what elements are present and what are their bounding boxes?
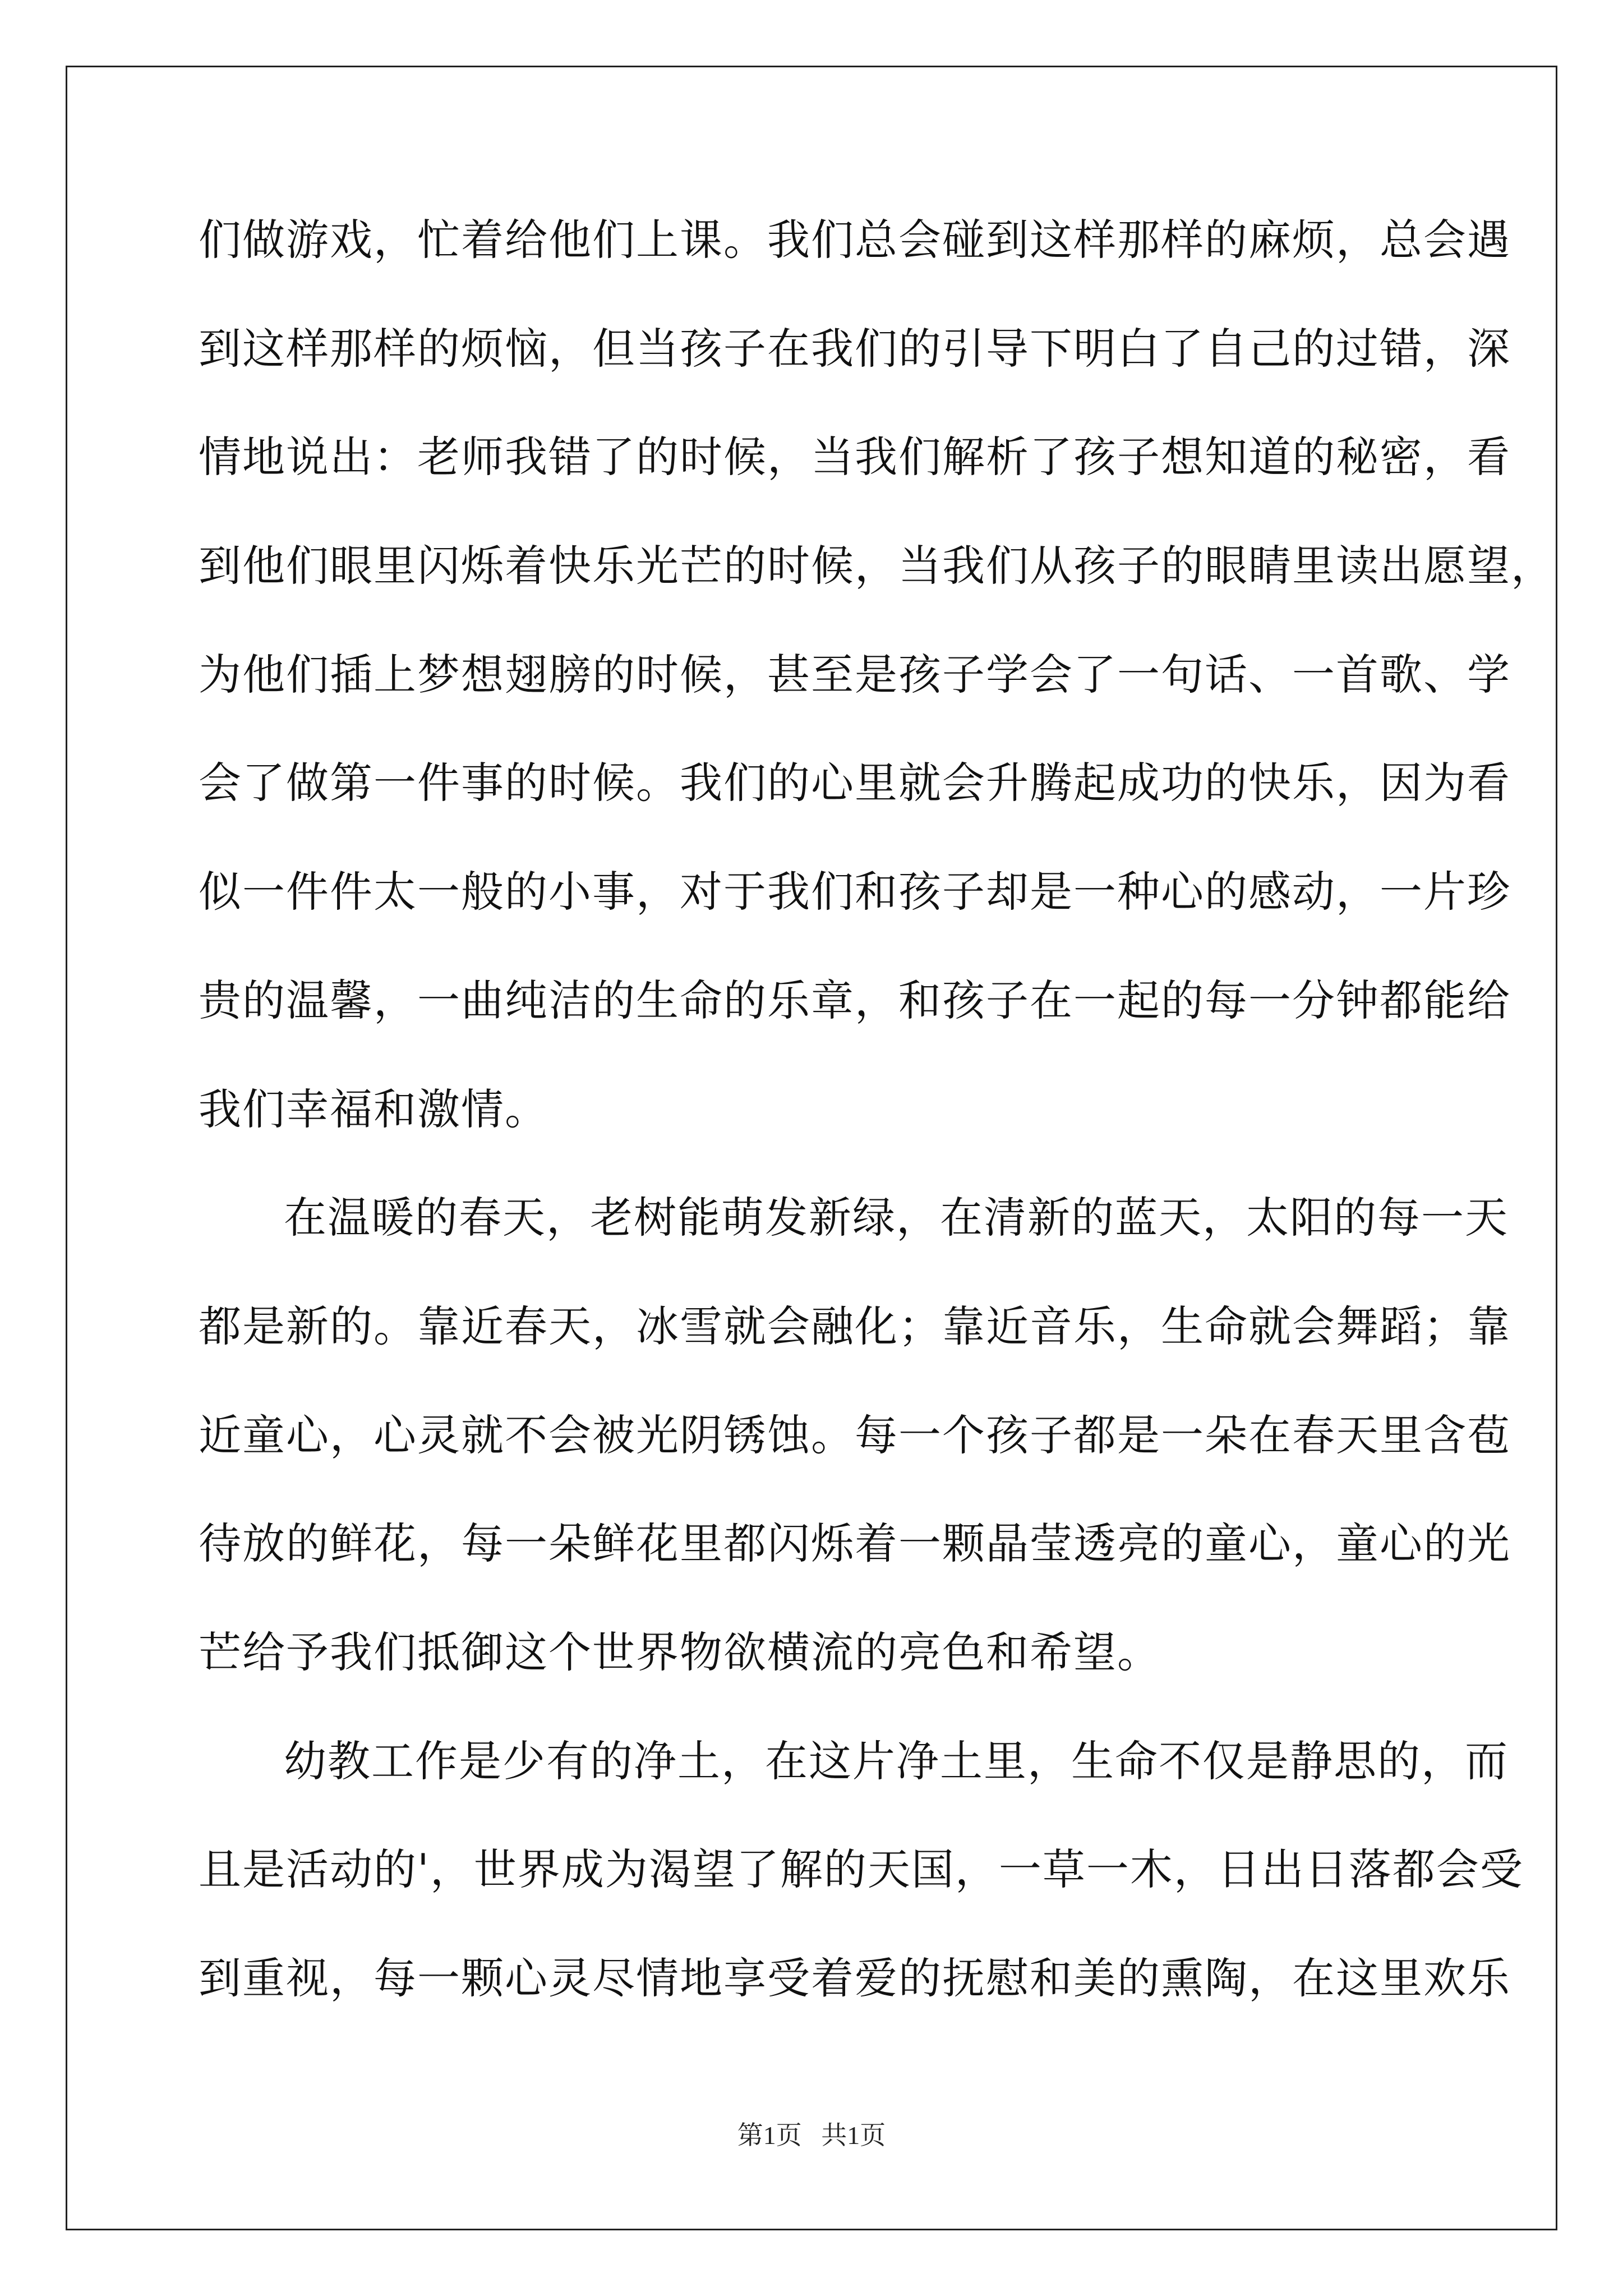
text-line: 似一件件太一般的小事，对于我们和孩子却是一种心的感动，一片珍: [199, 867, 1511, 917]
text-line: 贵的温馨，一曲纯洁的生命的乐章，和孩子在一起的每一分钟都能给: [199, 975, 1511, 1025]
text-line: 会了做第一件事的时候。我们的心里就会升腾起成功的快乐，因为看: [199, 758, 1511, 808]
text-line: 情地说出：老师我错了的时候，当我们解析了孩子想知道的秘密，看: [199, 432, 1511, 482]
document-body: [199, 213, 1555, 2060]
page-number-footer: 第1页 共1页: [737, 2121, 886, 2150]
text-line: 我们幸福和激情。: [199, 1084, 548, 1134]
paragraph-first-line: 在温暖的春天，老树能萌发新绿，在清新的蓝天，太阳的每一天: [284, 1193, 1509, 1243]
text-line: 到这样那样的烦恼，但当孩子在我们的引导下明白了自己的过错，深: [199, 323, 1511, 374]
paragraph-first-line: 幼教工作是少有的净土，在这片净土里，生命不仅是静思的，而: [284, 1736, 1509, 1786]
text-line: 为他们插上梦想翅膀的时候，甚至是孩子学会了一句话、一首歌、学: [199, 649, 1511, 700]
text-line: 且是活动的'，世界成为渴望了解的天国，一草一木，日出日落都会受: [199, 1844, 1524, 1895]
text-line: 到重视，每一颗心灵尽情地享受着爱的抚慰和美的熏陶，在这里欢乐: [199, 1953, 1511, 2003]
text-line: 芒给予我们抵御这个世界物欲横流的亮色和希望。: [199, 1627, 1161, 1677]
text-line: 到他们眼里闪烁着快乐光芒的时候，当我们从孩子的眼睛里读出愿望，: [199, 541, 1555, 591]
text-line: 近童心，心灵就不会被光阴锈蚀。每一个孩子都是一朵在春天里含苞: [199, 1410, 1511, 1460]
text-line: 们做游戏，忙着给他们上课。我们总会碰到这样那样的麻烦，总会遇: [199, 215, 1511, 265]
text-line: 都是新的。靠近春天，冰雪就会融化；靠近音乐，生命就会舞蹈；靠: [199, 1301, 1511, 1351]
text-line: 待放的鲜花，每一朵鲜花里都闪烁着一颗晶莹透亮的童心，童心的光: [199, 1519, 1511, 1569]
